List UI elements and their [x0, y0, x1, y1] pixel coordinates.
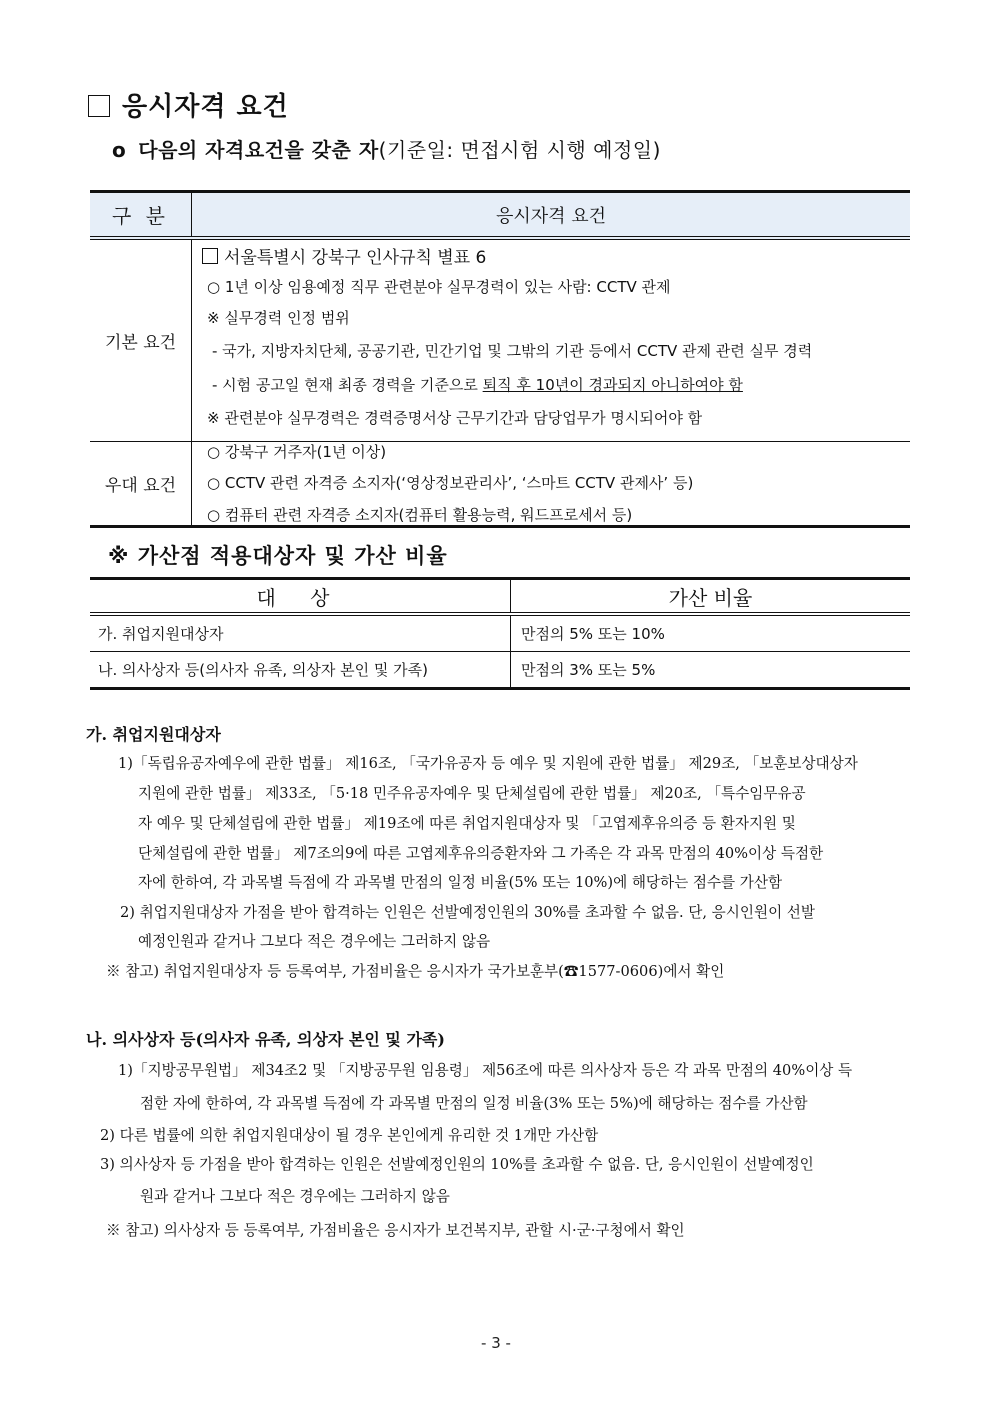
sacrifice-line-1: 1)「지방공무원법」 제34조2 및 「지방공무원 임용령」 제56조에 따른 의사상자 등은 각 과목 만점의 40%이상 득 [118, 1062, 853, 1079]
subtitle-lead: 다음의 자격요건을 갖춘 자 [138, 138, 379, 162]
preferred-content [192, 442, 910, 525]
rate-cell: 만점의 3% 또는 5% [521, 661, 656, 679]
employment-reference: ※ 참고) 취업지원대상자 등 등록여부, 가점비율은 응시자가 국가보훈부(☎1577-0606)에서 확인 [106, 963, 725, 980]
preferred-line-2: ○ CCTV 관련 자격증 소지자(‘영상정보관리사’, ‘스마트 CCTV 관제사’ 등) [207, 474, 694, 492]
preferred-line-3: ○ 컴퓨터 관련 자격증 소지자(컴퓨터 활용능력, 워드프로세서 등) [207, 506, 633, 524]
page-number: - 3 - [481, 1334, 511, 1352]
employment-line-3: 자 예우 및 단체설립에 관한 법률」 제19조에 따른 취업지원대상자 및 「고엽제후유의증 등 환자지원 및 [138, 815, 796, 832]
sacrifice-line-4: 3) 의사상자 등 가점을 받아 합격하는 인원은 선발예정인원의 10%를 초과할 수 없음. 단, 응시인원이 선발예정인 [100, 1156, 814, 1173]
sacrifice-reference: ※ 참고) 의사상자 등 등록여부, 가점비율은 응시자가 보건복지부, 관할 시·군·구청에서 확인 [106, 1222, 685, 1239]
table-header-row [90, 193, 910, 240]
checkbox-square-icon [202, 248, 218, 264]
basic-line-4 [212, 374, 743, 395]
employment-line-2: 지원에 관한 법률」 제33조, 「5·18 민주유공자예우 및 단체설립에 관한 법률」 제20조, 「특수임무유공 [138, 785, 806, 802]
table-row-basic [90, 240, 910, 442]
table-row [90, 616, 910, 652]
employment-line-6: 2) 취업지원대상자 가점을 받아 합격하는 인원은 선발예정인원의 30%를 초과할 수 없음. 단, 응시인원이 선발 [120, 904, 816, 921]
basic-line-4-underlined: 퇴직 후 10년이 경과되지 아니하여야 함 [482, 376, 743, 394]
requirements-table [90, 190, 910, 528]
basic-line-3: - 국가, 지방자치단체, 공공기관, 민간기업 및 그밖의 기관 등에서 CCTV 관제 관련 실무 경력 [212, 342, 813, 360]
bonus-title: ※ 가산점 적용대상자 및 가산 비율 [108, 544, 448, 568]
sacrifice-heading: 나. 의사상자 등(의사자 유족, 의상자 본인 및 가족) [86, 1030, 445, 1049]
preferred-label: 우대 요건 [90, 442, 192, 525]
rate-cell: 만점의 5% 또는 10% [521, 625, 665, 643]
header-category: 구 분 [90, 193, 192, 236]
section-title [88, 86, 289, 123]
target-cell: 나. 의사상자 등(의사자 유족, 의상자 본인 및 가족) [90, 652, 511, 687]
target-cell: 가. 취업지원대상자 [90, 616, 511, 651]
basic-line-1: ○ 1년 이상 임용예정 직무 관련분야 실무경력이 있는 사람: CCTV 관제 [207, 278, 671, 296]
basic-content [192, 240, 910, 441]
sacrifice-line-5: 원과 같거나 그보다 적은 경우에는 그러하지 않음 [140, 1188, 450, 1205]
bonus-table [90, 577, 910, 690]
basic-label: 기본 요건 [90, 240, 192, 441]
header-rate: 가산 비율 [668, 585, 753, 610]
employment-line-4: 단체설립에 관한 법률」 제7조의9에 따른 고엽제후유의증환자와 그 가족은 각 과목 만점의 40%이상 득점한 [138, 845, 824, 862]
employment-line-7: 예정인원과 같거나 그보다 적은 경우에는 그러하지 않음 [138, 933, 491, 950]
basic-title [202, 243, 486, 268]
basic-title-text: 서울특별시 강북구 인사규칙 별표 6 [224, 248, 487, 268]
subtitle-paren: (기준일: 면접시험 시행 예정일) [378, 138, 661, 162]
header-requirements: 응시자격 요건 [495, 205, 607, 227]
checkbox-square-icon [88, 95, 110, 117]
section-title-text: 응시자격 요건 [122, 92, 289, 122]
preferred-line-1: ○ 강북구 거주자(1년 이상) [207, 443, 387, 461]
table-header-row [90, 580, 910, 616]
table-row [90, 652, 910, 687]
sacrifice-line-2: 점한 자에 한하여, 각 과목별 득점에 각 과목별 만점의 일정 비율(3% 또는 5%)에 해당하는 점수를 가산함 [140, 1095, 808, 1112]
sacrifice-line-3: 2) 다른 법률에 의한 취업지원대상이 될 경우 본인에게 유리한 것 1개만 가산함 [100, 1127, 599, 1144]
employment-line-5: 자에 한하여, 각 과목별 득점에 각 과목별 만점의 일정 비율(5% 또는 10%)에 해당하는 점수를 가산함 [138, 874, 783, 891]
employment-heading: 가. 취업지원대상자 [86, 725, 221, 744]
bullet-icon: o [112, 138, 127, 162]
employment-line-1: 1)「독립유공자예우에 관한 법률」 제16조, 「국가유공자 등 예우 및 지원에 관한 법률」 제29조, 「보훈보상대상자 [118, 755, 858, 772]
header-target: 대 상 [90, 580, 511, 612]
basic-line-4-text: - 시험 공고일 현재 최종 경력을 기준으로 [212, 376, 483, 394]
basic-line-2: ※ 실무경력 인정 범위 [207, 309, 350, 327]
section-subtitle [112, 134, 661, 163]
table-row-preferred [90, 442, 910, 525]
basic-line-5: ※ 관련분야 실무경력은 경력증명서상 근무기간과 담당업무가 명시되어야 함 [207, 409, 703, 427]
